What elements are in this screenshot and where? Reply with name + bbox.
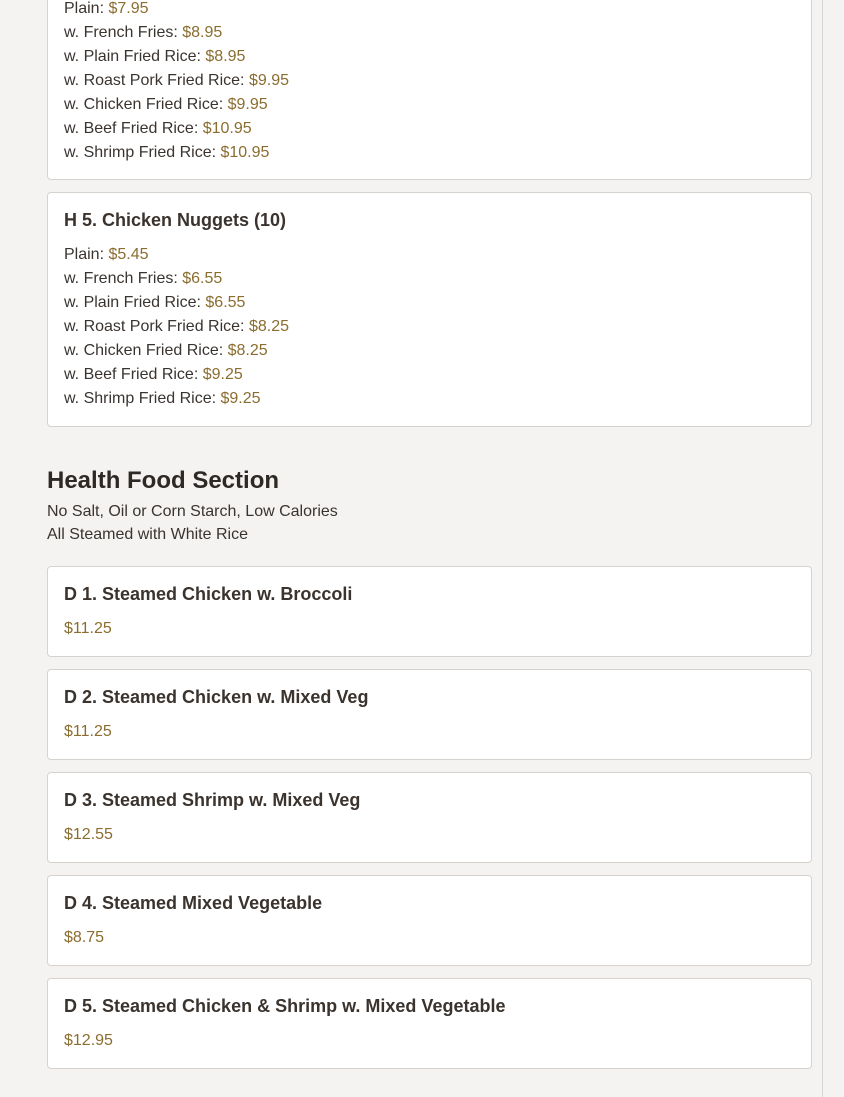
menu-item-price: $11.25 (64, 723, 112, 740)
price-option: w. French Fries: $6.55 (64, 270, 223, 287)
section-title: Health Food Section (47, 467, 280, 494)
menu-item-card-d4[interactable] (47, 875, 812, 966)
price-option: w. Roast Pork Fried Rice: $9.95 (64, 72, 289, 89)
price-option: w. Shrimp Fried Rice: $9.25 (64, 390, 261, 407)
price-option: w. Roast Pork Fried Rice: $8.25 (64, 318, 289, 335)
menu-item-title: D 5. Steamed Chicken & Shrimp w. Mixed Vegetable (64, 996, 506, 1016)
menu-item-card-h4[interactable] (47, 0, 812, 180)
menu-item-title: D 3. Steamed Shrimp w. Mixed Veg (64, 790, 361, 810)
price-option: Plain: $5.45 (64, 246, 149, 263)
price-option: Plain: $7.95 (64, 0, 149, 17)
health-section-header (47, 466, 812, 546)
price-option: w. French Fries: $8.95 (64, 24, 223, 41)
menu-item-card-d2[interactable] (47, 669, 812, 760)
menu-item-card-h5[interactable] (47, 192, 812, 427)
menu-item-price: $11.25 (64, 620, 112, 637)
menu-item-price: $12.95 (64, 1032, 113, 1049)
price-option: w. Shrimp Fried Rice: $10.95 (64, 144, 270, 161)
page-right-divider (822, 0, 823, 1097)
menu-item-price: $8.75 (64, 929, 105, 946)
price-option: w. Beef Fried Rice: $10.95 (64, 120, 252, 137)
price-option: w. Plain Fried Rice: $8.95 (64, 48, 246, 65)
price-option: w. Beef Fried Rice: $9.25 (64, 366, 243, 383)
section-desc-line: All Steamed with White Rice (47, 526, 248, 543)
price-option: w. Plain Fried Rice: $6.55 (64, 294, 246, 311)
menu-item-price: $12.55 (64, 826, 113, 843)
price-options (64, 0, 795, 165)
menu-item-title: D 1. Steamed Chicken w. Broccoli (64, 584, 353, 604)
price-option: w. Chicken Fried Rice: $9.95 (64, 96, 268, 113)
menu-item-card-d5[interactable] (47, 978, 812, 1069)
menu-item-title: D 4. Steamed Mixed Vegetable (64, 893, 323, 913)
menu-item-card-d1[interactable] (47, 566, 812, 657)
price-options (64, 243, 795, 411)
price-option: w. Chicken Fried Rice: $8.25 (64, 342, 268, 359)
menu-item-title: D 2. Steamed Chicken w. Mixed Veg (64, 687, 369, 707)
menu-item-title: H 5. Chicken Nuggets (10) (64, 210, 287, 230)
section-desc-line: No Salt, Oil or Corn Starch, Low Calories (47, 503, 338, 520)
section-description (47, 500, 812, 546)
menu-item-card-d3[interactable] (47, 772, 812, 863)
